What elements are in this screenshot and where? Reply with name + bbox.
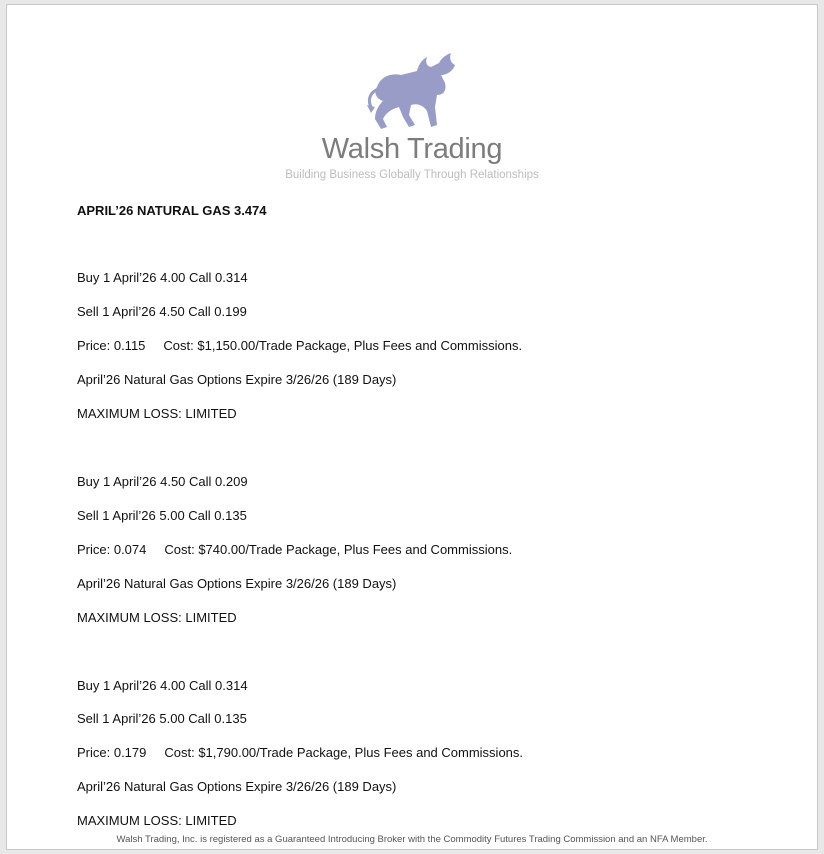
- trade-3-buy-leg: Buy 1 April’26 4.00 Call 0.314: [77, 678, 248, 693]
- trade-1-sell-leg: Sell 1 April’26 4.50 Call 0.199: [77, 304, 247, 319]
- bull-icon: [367, 53, 463, 133]
- trade-2-price: Price: 0.074: [77, 542, 147, 557]
- trade-2-sell-leg: Sell 1 April’26 5.00 Call 0.135: [77, 508, 247, 523]
- trade-3-sell-leg: Sell 1 April’26 5.00 Call 0.135: [77, 711, 247, 726]
- trade-3-expiry: April’26 Natural Gas Options Expire 3/26/26 (189 Days): [77, 779, 397, 794]
- trade-3-cost: Cost: $1,790.00/Trade Package, Plus Fees and Commissions.: [164, 745, 524, 760]
- trade-1-expiry: April’26 Natural Gas Options Expire 3/26/26 (189 Days): [77, 372, 397, 387]
- trade-2-price-line: [77, 542, 512, 557]
- trade-2-expiry: April’26 Natural Gas Options Expire 3/26/26 (189 Days): [77, 576, 397, 591]
- trade-3-price: Price: 0.179: [77, 745, 147, 760]
- trade-3-price-line: [77, 745, 523, 760]
- document-heading: APRIL’26 NATURAL GAS 3.474: [77, 203, 267, 218]
- company-name: Walsh Trading: [321, 133, 503, 165]
- trade-1-price: Price: 0.115: [77, 338, 146, 353]
- document-page: [6, 4, 818, 850]
- trade-1-buy-leg: Buy 1 April’26 4.00 Call 0.314: [77, 270, 248, 285]
- trade-1-price-line: [77, 338, 522, 353]
- company-tagline: Building Business Globally Through Relationships: [285, 169, 539, 181]
- trade-2-buy-leg: Buy 1 April’26 4.50 Call 0.209: [77, 474, 248, 489]
- trade-2-cost: Cost: $740.00/Trade Package, Plus Fees and Commissions.: [164, 542, 513, 557]
- regulatory-footer: Walsh Trading, Inc. is registered as a Guaranteed Introducing Broker with the Commodity Futures Trading Commission and an NFA Member.: [116, 834, 708, 845]
- trade-2-max-loss: MAXIMUM LOSS: LIMITED: [77, 610, 237, 625]
- trade-1-max-loss: MAXIMUM LOSS: LIMITED: [77, 406, 237, 421]
- trade-1-cost: Cost: $1,150.00/Trade Package, Plus Fees and Commissions.: [163, 338, 523, 353]
- trade-3-max-loss: MAXIMUM LOSS: LIMITED: [77, 813, 237, 828]
